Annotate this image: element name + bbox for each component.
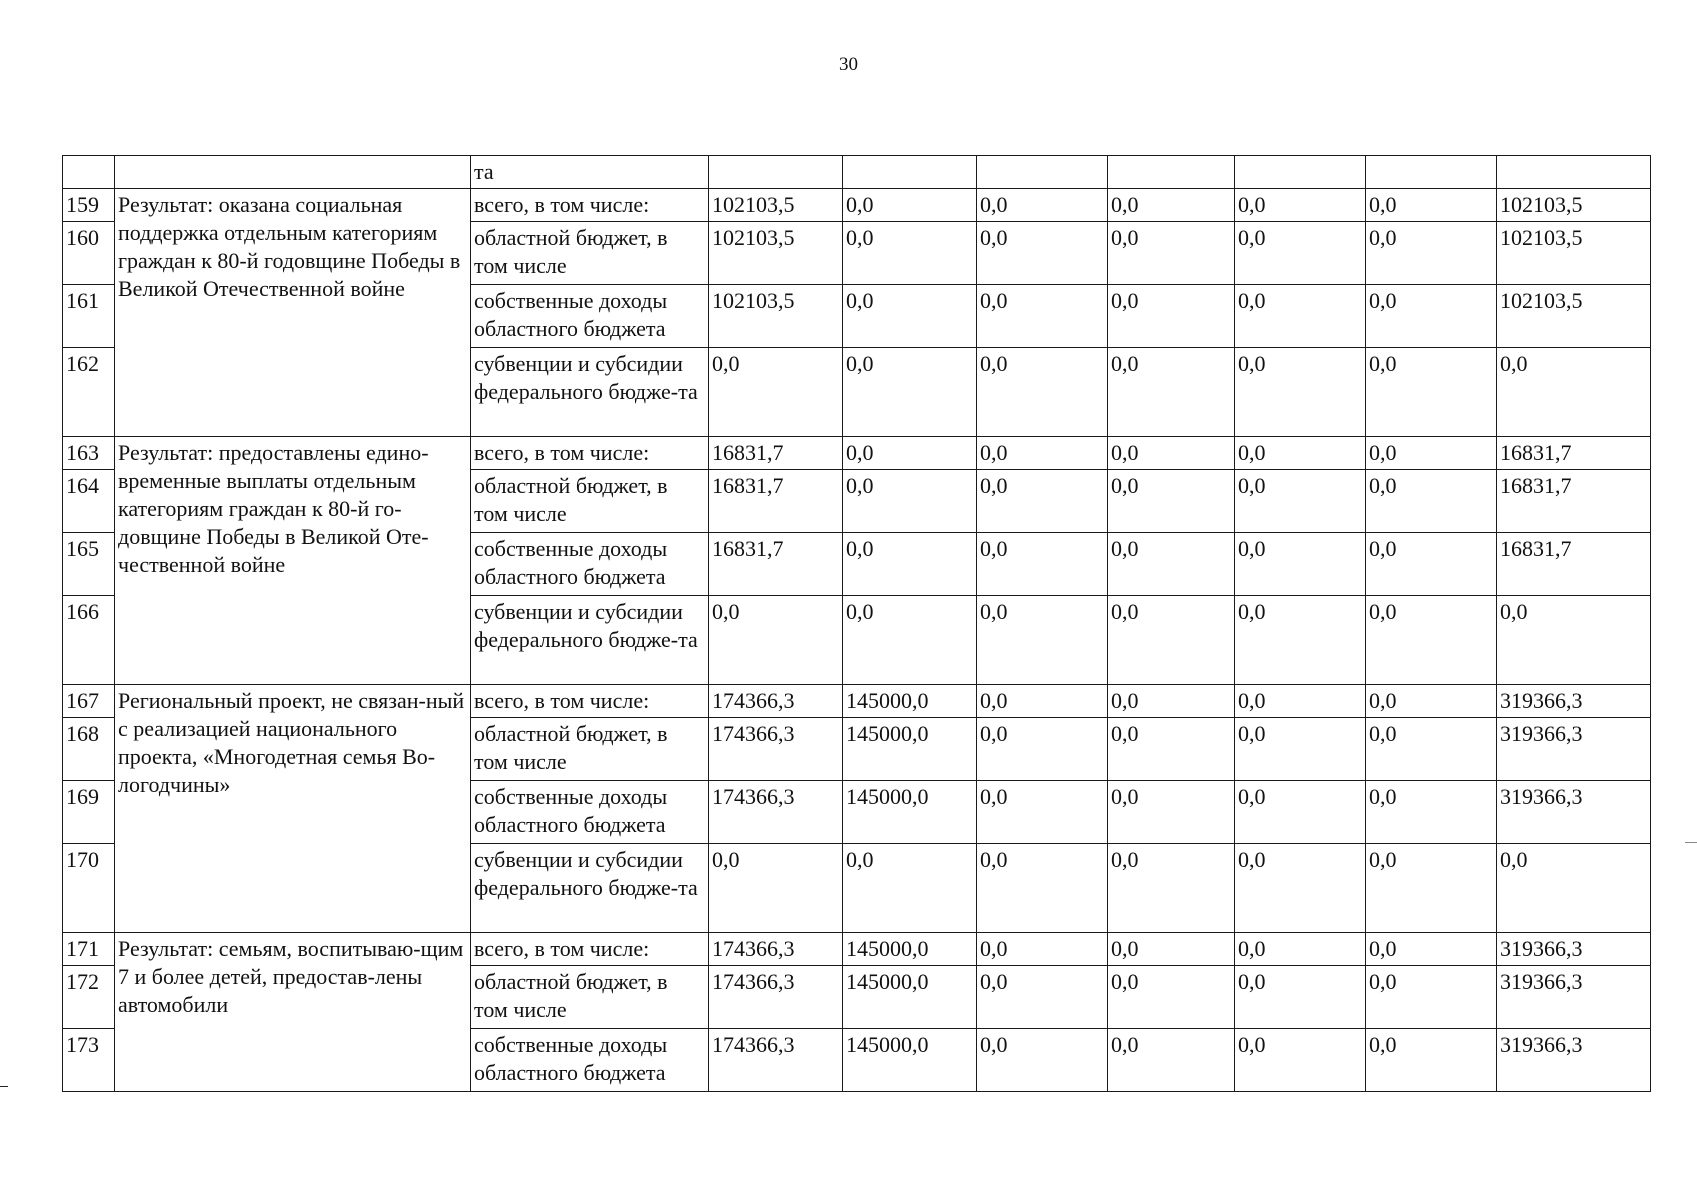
cell-value: 0,0 (1108, 437, 1235, 470)
cell-description (115, 156, 471, 189)
cell-value: 145000,0 (843, 718, 977, 781)
cell-value: 0,0 (977, 966, 1108, 1029)
cell-value: 0,0 (1366, 222, 1497, 285)
cell-source: всего, в том числе: (471, 933, 709, 966)
cell-value: 0,0 (1235, 718, 1366, 781)
cell-value: 0,0 (977, 685, 1108, 718)
cell-value: 0,0 (1235, 222, 1366, 285)
cell-value: 0,0 (1235, 933, 1366, 966)
cell-value: 145000,0 (843, 966, 977, 1029)
cell-num: 168 (63, 718, 115, 781)
cell-source: областной бюджет, в том числе (471, 222, 709, 285)
cell-num (63, 156, 115, 189)
cell-num: 163 (63, 437, 115, 470)
cell-value: 0,0 (709, 348, 843, 437)
cell-value: 0,0 (1108, 285, 1235, 348)
table-row (63, 437, 1651, 470)
cell-value: 0,0 (1366, 1029, 1497, 1092)
cell-value: 0,0 (1366, 685, 1497, 718)
cell-source: собственные доходы областного бюджета (471, 533, 709, 596)
cell-value (709, 156, 843, 189)
cell-value: 0,0 (1366, 718, 1497, 781)
cell-value: 0,0 (1108, 781, 1235, 844)
cell-value: 0,0 (1235, 1029, 1366, 1092)
cell-value: 145000,0 (843, 781, 977, 844)
cell-value: 16831,7 (709, 533, 843, 596)
cell-value: 0,0 (977, 844, 1108, 933)
cell-value: 16831,7 (1497, 470, 1651, 533)
table-row (63, 189, 1651, 222)
cell-value: 0,0 (977, 189, 1108, 222)
cell-value (1235, 156, 1366, 189)
table-row-continuation (63, 156, 1651, 189)
cell-value: 102103,5 (1497, 189, 1651, 222)
cell-value: 0,0 (1497, 348, 1651, 437)
cell-value: 0,0 (1108, 470, 1235, 533)
budget-table (62, 155, 1651, 1092)
cell-value: 174366,3 (709, 1029, 843, 1092)
cell-value: 0,0 (1235, 781, 1366, 844)
cell-value: 0,0 (977, 285, 1108, 348)
cell-value: 0,0 (1235, 189, 1366, 222)
cell-value: 0,0 (709, 596, 843, 685)
cell-value: 0,0 (1366, 966, 1497, 1029)
cell-value: 0,0 (1108, 933, 1235, 966)
cell-value: 0,0 (1235, 348, 1366, 437)
cell-value: 0,0 (977, 781, 1108, 844)
cell-value: 0,0 (1235, 844, 1366, 933)
cell-value: 0,0 (1366, 189, 1497, 222)
cell-num: 169 (63, 781, 115, 844)
cell-value: 0,0 (1235, 685, 1366, 718)
cell-num: 172 (63, 966, 115, 1029)
cell-value: 0,0 (1497, 596, 1651, 685)
cell-value: 174366,3 (709, 718, 843, 781)
cell-value: 319366,3 (1497, 933, 1651, 966)
cell-value: 0,0 (843, 285, 977, 348)
cell-value: 0,0 (1366, 533, 1497, 596)
cell-description: Региональный проект, не связан-ный с реализацией национального проекта, «Многодетная семья Во-логодчины» (115, 685, 471, 933)
cell-value: 0,0 (1366, 596, 1497, 685)
cell-source: всего, в том числе: (471, 189, 709, 222)
cell-value: 16831,7 (709, 437, 843, 470)
cell-source: всего, в том числе: (471, 685, 709, 718)
cell-value: 0,0 (843, 437, 977, 470)
cell-value: 0,0 (1366, 470, 1497, 533)
cell-num: 160 (63, 222, 115, 285)
cell-num: 165 (63, 533, 115, 596)
cell-source: та (471, 156, 709, 189)
cell-value: 0,0 (1235, 470, 1366, 533)
cell-num: 161 (63, 285, 115, 348)
cell-description: Результат: предоставлены едино-временные выплаты отдельным категориям граждан к 80-й го-довщине Победы в Великой Оте-чественной войне (115, 437, 471, 685)
cell-value: 174366,3 (709, 781, 843, 844)
cell-value: 0,0 (1108, 844, 1235, 933)
cell-value: 319366,3 (1497, 1029, 1651, 1092)
cell-source: субвенции и субсидии федерального бюдже-та (471, 596, 709, 685)
cell-value: 0,0 (1108, 222, 1235, 285)
cell-value: 0,0 (843, 470, 977, 533)
cell-value: 0,0 (843, 348, 977, 437)
cell-value (1366, 156, 1497, 189)
table-row (63, 933, 1651, 966)
cell-num: 166 (63, 596, 115, 685)
cell-value: 0,0 (1366, 437, 1497, 470)
cell-value: 102103,5 (709, 285, 843, 348)
cell-value: 319366,3 (1497, 685, 1651, 718)
cell-value (843, 156, 977, 189)
cell-value: 0,0 (843, 844, 977, 933)
cell-value: 0,0 (1108, 533, 1235, 596)
cell-value: 145000,0 (843, 1029, 977, 1092)
cell-value: 174366,3 (709, 933, 843, 966)
cell-source: областной бюджет, в том числе (471, 470, 709, 533)
page-number: 30 (839, 54, 858, 75)
cell-source: субвенции и субсидии федерального бюдже-та (471, 844, 709, 933)
cell-source: собственные доходы областного бюджета (471, 781, 709, 844)
cell-value: 0,0 (1366, 781, 1497, 844)
cell-value: 145000,0 (843, 685, 977, 718)
cell-description: Результат: оказана социальная поддержка отдельным категориям граждан к 80-й годовщине Победы в Великой Отечественной войне (115, 189, 471, 437)
cell-value (1108, 156, 1235, 189)
cell-value: 174366,3 (709, 685, 843, 718)
cell-value: 0,0 (977, 222, 1108, 285)
cell-value: 0,0 (1235, 966, 1366, 1029)
cell-value: 0,0 (1108, 966, 1235, 1029)
cell-value: 102103,5 (709, 222, 843, 285)
cell-value: 0,0 (1108, 189, 1235, 222)
cell-num: 173 (63, 1029, 115, 1092)
cell-source: всего, в том числе: (471, 437, 709, 470)
cell-value: 102103,5 (1497, 285, 1651, 348)
cell-value: 174366,3 (709, 966, 843, 1029)
margin-mark-left (0, 1086, 8, 1087)
cell-value: 0,0 (1235, 285, 1366, 348)
cell-value: 0,0 (977, 1029, 1108, 1092)
cell-value: 0,0 (1108, 348, 1235, 437)
cell-source: областной бюджет, в том числе (471, 718, 709, 781)
cell-value: 16831,7 (1497, 533, 1651, 596)
cell-value: 0,0 (977, 470, 1108, 533)
cell-num: 171 (63, 933, 115, 966)
cell-num: 170 (63, 844, 115, 933)
cell-value: 319366,3 (1497, 718, 1651, 781)
cell-value: 0,0 (843, 533, 977, 596)
cell-num: 159 (63, 189, 115, 222)
cell-source: областной бюджет, в том числе (471, 966, 709, 1029)
cell-value: 0,0 (1366, 285, 1497, 348)
cell-value: 0,0 (977, 348, 1108, 437)
cell-value: 319366,3 (1497, 966, 1651, 1029)
cell-value: 0,0 (977, 533, 1108, 596)
cell-source: собственные доходы областного бюджета (471, 1029, 709, 1092)
cell-value: 16831,7 (1497, 437, 1651, 470)
cell-num: 164 (63, 470, 115, 533)
cell-value: 0,0 (977, 437, 1108, 470)
cell-value: 0,0 (843, 189, 977, 222)
cell-source: субвенции и субсидии федерального бюдже-та (471, 348, 709, 437)
cell-source: собственные доходы областного бюджета (471, 285, 709, 348)
cell-value: 319366,3 (1497, 781, 1651, 844)
cell-value: 0,0 (1366, 844, 1497, 933)
cell-value: 0,0 (1366, 348, 1497, 437)
cell-value: 0,0 (1108, 685, 1235, 718)
cell-value (1497, 156, 1651, 189)
cell-value: 0,0 (1108, 718, 1235, 781)
cell-value: 102103,5 (1497, 222, 1651, 285)
cell-value: 0,0 (1497, 844, 1651, 933)
cell-value: 0,0 (1235, 437, 1366, 470)
cell-value (977, 156, 1108, 189)
cell-value: 0,0 (1235, 596, 1366, 685)
cell-value: 0,0 (977, 718, 1108, 781)
cell-value: 102103,5 (709, 189, 843, 222)
cell-value: 0,0 (1366, 933, 1497, 966)
cell-value: 0,0 (1235, 533, 1366, 596)
cell-value: 145000,0 (843, 933, 977, 966)
cell-value: 0,0 (1108, 1029, 1235, 1092)
cell-value: 16831,7 (709, 470, 843, 533)
cell-num: 167 (63, 685, 115, 718)
table-row (63, 685, 1651, 718)
cell-value: 0,0 (709, 844, 843, 933)
cell-value: 0,0 (1108, 596, 1235, 685)
margin-mark-right (1685, 842, 1697, 843)
cell-num: 162 (63, 348, 115, 437)
cell-description: Результат: семьям, воспитываю-щим 7 и более детей, предостав-лены автомобили (115, 933, 471, 1092)
cell-value: 0,0 (977, 933, 1108, 966)
cell-value: 0,0 (843, 222, 977, 285)
cell-value: 0,0 (843, 596, 977, 685)
cell-value: 0,0 (977, 596, 1108, 685)
